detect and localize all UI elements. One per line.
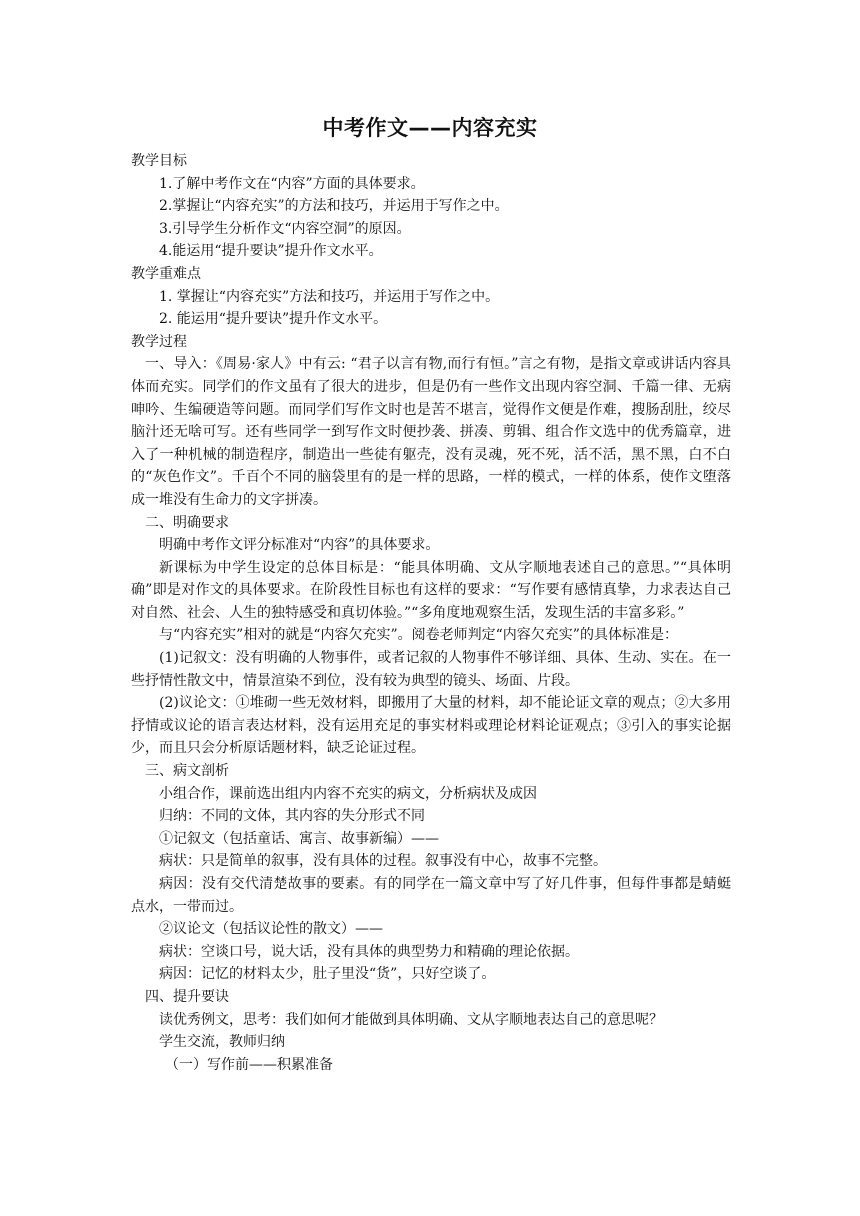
paragraph: 小组合作，课前选出组内内容不充实的病文，分析病状及成因 [159,785,537,802]
paragraph: 与“内容充实”相对的就是“内容欠充实”。阅卷老师判定“内容欠充实”的具体标准是： [159,627,678,644]
paragraph: 4.能运用“提升要诀”提升作文水平。 [159,243,383,260]
document-body [131,150,731,1076]
paragraph: ②议论文（包括议论性的散文）—— [159,921,383,938]
paragraph: 四、提升要诀 [145,988,229,1005]
paragraph: （一）写作前——积累准备 [165,1056,333,1073]
paragraph: 新课标为中学生设定的总体目标是：“能具体明确、文从字顺地表述自己的意思。”“具体明确”即是对作文的具体要求。在阶段性目标也有这样的要求：“写作要有感情真挚，力求表达自己对自然、社会、人生的独特感受和真切体验。”“多角度地观察生活，发现生活的丰富多彩。” [131,559,731,621]
paragraph: 病状：空谈口号，说大话，没有具体的典型势力和精确的理论依据。 [159,943,579,960]
paragraph: 病状：只是简单的叙事，没有具体的过程。叙事没有中心，故事不完整。 [159,853,607,870]
paragraph: 教学过程 [131,333,187,350]
paragraph: 一、导入：《周易·家人》中有云: “君子以言有物,而行有恒。”言之有物，是指文章或讲话内容具体而充实。同学们的作文虽有了很大的进步，但是仍有一些作文出现内容空洞、千篇一律、无病呻吟、生编硬造等问题。而同学们写作文时也是苦不堪言，觉得作文便是作难，搜肠刮肚，绞尽脑汁还无啥可写。还有些同学一到写作文时便抄袭、拼凑、剪辑、组合作文选中的优秀篇章，进入了一种机械的制造程序，制造出一些徒有躯壳，没有灵魂，死不死，活不活，黑不黑，白不白的“灰色作文”。千百个不同的脑袋里有的是一样的思路，一样的模式，一样的体系，使作文堕落成一堆没有生命力的文字拼凑。 [131,356,731,508]
paragraph: (2)议论文：①堆砌一些无效材料，即搬用了大量的材料，却不能论证文章的观点；②大多用抒情或议论的语言表达材料，没有运用充足的事实材料或理论材料论证观点；③引入的事实论据少，而且只会分析原话题材料，缺乏论证过程。 [131,695,731,757]
paragraph: ①记叙文（包括童话、寓言、故事新编）—— [159,830,439,847]
paragraph: 教学重难点 [131,265,201,282]
paragraph: (1)记叙文：没有明确的人物事件，或者记叙的人物事件不够详细、具体、生动、实在。在一些抒情性散文中，情景渲染不到位，没有较为典型的镜头、场面、片段。 [131,650,731,689]
paragraph: 1.了解中考作文在“内容”方面的具体要求。 [159,175,425,192]
paragraph: 二、明确要求 [145,514,229,531]
paragraph: 3.引导学生分析作文“内容空洞”的原因。 [159,220,411,237]
paragraph: 归纳：不同的文体，其内容的失分形式不同 [159,808,425,825]
paragraph: 读优秀例文，思考：我们如何才能做到具体明确、文从字顺地表达自己的意思呢？ [159,1011,663,1028]
paragraph: 病因：没有交代清楚故事的要素。有的同学在一篇文章中写了好几件事，但每件事都是蜻蜓点水，一带而过。 [131,876,731,915]
paragraph: 病因：记忆的材料太少，肚子里没“货”，只好空谈了。 [159,966,496,983]
paragraph: 学生交流，教师归纳 [159,1034,285,1051]
paragraph: 三、病文剖析 [145,763,229,780]
document-title: 中考作文——内容充实 [322,116,538,140]
paragraph: 明确中考作文评分标准对“内容”的具体要求。 [159,537,440,554]
paragraph: 教学目标 [131,153,187,169]
paragraph: 2. 能运用“提升要诀”提升作文水平。 [159,311,388,328]
paragraph: 2.掌握让“内容充实”的方法和技巧，并运用于写作之中。 [159,198,509,215]
paragraph: 1. 掌握让“内容充实”方法和技巧，并运用于写作之中。 [159,288,500,305]
